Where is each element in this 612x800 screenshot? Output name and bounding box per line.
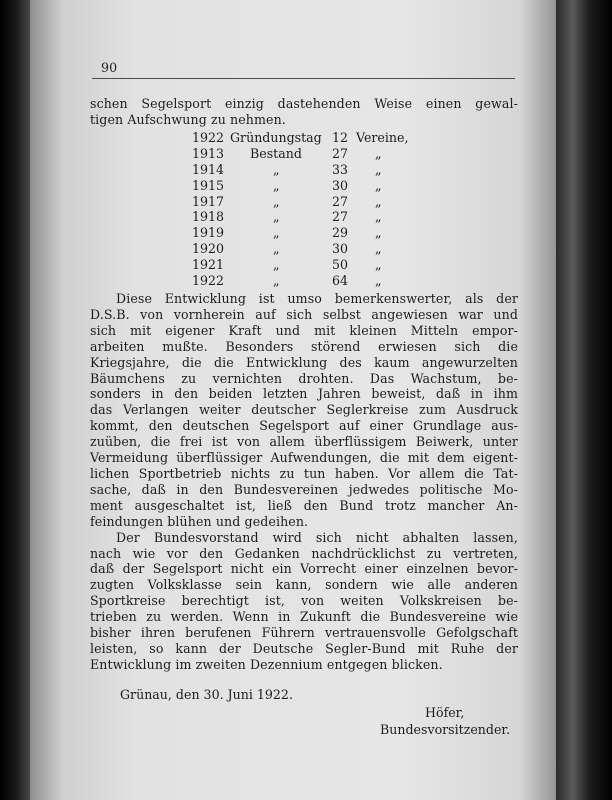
text-line: zuüben, die frei ist von allem überflüssigem Beiwerk, unter xyxy=(90,434,518,450)
text-line: kommt, den deutschen Segelsport auf einer Grundlage aus- xyxy=(90,418,518,434)
table-row xyxy=(170,178,450,194)
table-unit: „ xyxy=(375,145,382,161)
table-unit: „ xyxy=(375,257,382,273)
membership-table xyxy=(170,130,450,289)
table-count: 12 xyxy=(332,130,349,145)
text-line: Kriegsjahre, die die Entwicklung des kaum angewurzelten xyxy=(90,354,518,370)
table-unit: „ xyxy=(375,241,382,257)
text-line: arbeiten mußte. Besonders störend erwiesen sich die xyxy=(90,338,518,354)
table-unit: „ xyxy=(375,161,382,177)
table-label: „ xyxy=(273,209,280,225)
table-unit: „ xyxy=(375,209,382,225)
table-row xyxy=(170,257,450,273)
table-label: „ xyxy=(273,177,280,193)
table-label: „ xyxy=(273,225,280,241)
text-line: lichen Sportbetrieb nichts zu tun haben. Vor allem die Tat- xyxy=(90,465,518,481)
table-unit: Vereine, xyxy=(356,130,409,145)
table-row xyxy=(170,146,450,162)
text-line: zugten Volksklasse sein kann, sondern wie alle anderen xyxy=(90,577,518,593)
text-line: Sportkreise berechtigt ist, von weiten Volkskreisen be- xyxy=(90,593,518,609)
table-count: 29 xyxy=(332,225,349,241)
table-unit: „ xyxy=(375,273,382,289)
text-line: leisten, so kann der Deutsche Segler-Bund mit Ruhe der xyxy=(90,640,518,656)
table-unit: „ xyxy=(375,177,382,193)
signature-title: Bundesvorsitzender. xyxy=(380,722,511,737)
table-row xyxy=(170,241,450,257)
table-unit: „ xyxy=(375,225,382,241)
table-label: „ xyxy=(273,273,280,289)
table-year: 1922 xyxy=(192,130,225,145)
table-label: „ xyxy=(273,241,280,257)
table-row xyxy=(170,194,450,210)
table-year: 1914 xyxy=(192,161,225,177)
text-line: Diese Entwicklung ist umso bemerkenswerter, als der xyxy=(116,291,518,306)
table-count: 64 xyxy=(332,273,349,289)
text-line: sonders in den beiden letzten Jahren beweist, daß in ihm xyxy=(90,386,518,402)
text-line: bisher ihren berufenen Führern vertrauensvolle Gefolgschaft xyxy=(90,625,518,641)
table-label: Gründungstag xyxy=(230,130,322,145)
table-row xyxy=(170,273,450,289)
table-year: 1921 xyxy=(192,257,225,273)
table-label: „ xyxy=(273,193,280,209)
table-row xyxy=(170,225,450,241)
text-line: sich mit eigener Kraft und mit kleinen Mitteln empor- xyxy=(90,322,518,338)
table-label: Bestand xyxy=(250,145,302,161)
table-year: 1922 xyxy=(192,273,225,289)
table-row xyxy=(170,130,450,146)
intro-paragraph xyxy=(90,96,518,128)
text-line: das Verlangen weiter deutscher Seglerkreise zum Ausdruck xyxy=(90,402,518,418)
text-line: daß der Segelsport nicht ein Vorrecht einer einzelnen bevor- xyxy=(90,561,518,577)
table-label: „ xyxy=(273,161,280,177)
table-count: 27 xyxy=(332,193,349,209)
text-line: Entwicklung im zweiten Dezennium entgegen blicken. xyxy=(90,656,443,672)
table-year: 1920 xyxy=(192,241,225,257)
table-count: 27 xyxy=(332,145,349,161)
table-count: 27 xyxy=(332,209,349,225)
text-line: ment ausgeschaltet ist, ließ den Bund trotz mancher An- xyxy=(90,497,518,513)
text-line: feindungen blühen und gedeihen. xyxy=(90,513,309,529)
table-count: 30 xyxy=(332,177,349,193)
table-row xyxy=(170,162,450,178)
body-text xyxy=(90,291,518,673)
table-year: 1913 xyxy=(192,145,225,161)
table-year: 1915 xyxy=(192,177,225,193)
text-line: Vermeidung überflüssiger Aufwendungen, die mit dem eigent- xyxy=(90,450,518,466)
table-unit: „ xyxy=(375,193,382,209)
table-count: 33 xyxy=(332,161,349,177)
text-line: tigen Aufschwung zu nehmen. xyxy=(90,111,286,127)
page-number: 90 xyxy=(101,60,118,75)
signature-place-date: Grünau, den 30. Juni 1922. xyxy=(120,687,293,702)
table-count: 30 xyxy=(332,241,349,257)
text-line: Der Bundesvorstand wird sich nicht abhalten lassen, xyxy=(116,529,518,545)
table-count: 50 xyxy=(332,257,349,273)
book-right-edge xyxy=(556,0,612,800)
table-year: 1917 xyxy=(192,193,225,209)
table-year: 1919 xyxy=(192,225,225,241)
table-year: 1918 xyxy=(192,209,225,225)
text-line: schen Segelsport einzig dastehenden Weise einen gewal- xyxy=(90,96,518,111)
text-line: nach wie vor den Gedanken nachdrücklichst zu vertreten, xyxy=(90,545,518,561)
text-line: Bäumchens zu vernichten drohten. Das Wachstum, be- xyxy=(90,370,518,386)
header-rule xyxy=(92,78,515,79)
signature-name: Höfer, xyxy=(425,705,465,720)
table-label: „ xyxy=(273,257,280,273)
text-line: sache, daß in den Bundesvereinen jedwedes politische Mo- xyxy=(90,481,518,497)
text-line: trieben zu werden. Wenn in Zukunft die Bundesvereine wie xyxy=(90,609,518,625)
text-line: D.S.B. von vornherein auf sich selbst angewiesen war und xyxy=(90,306,518,322)
table-row xyxy=(170,209,450,225)
